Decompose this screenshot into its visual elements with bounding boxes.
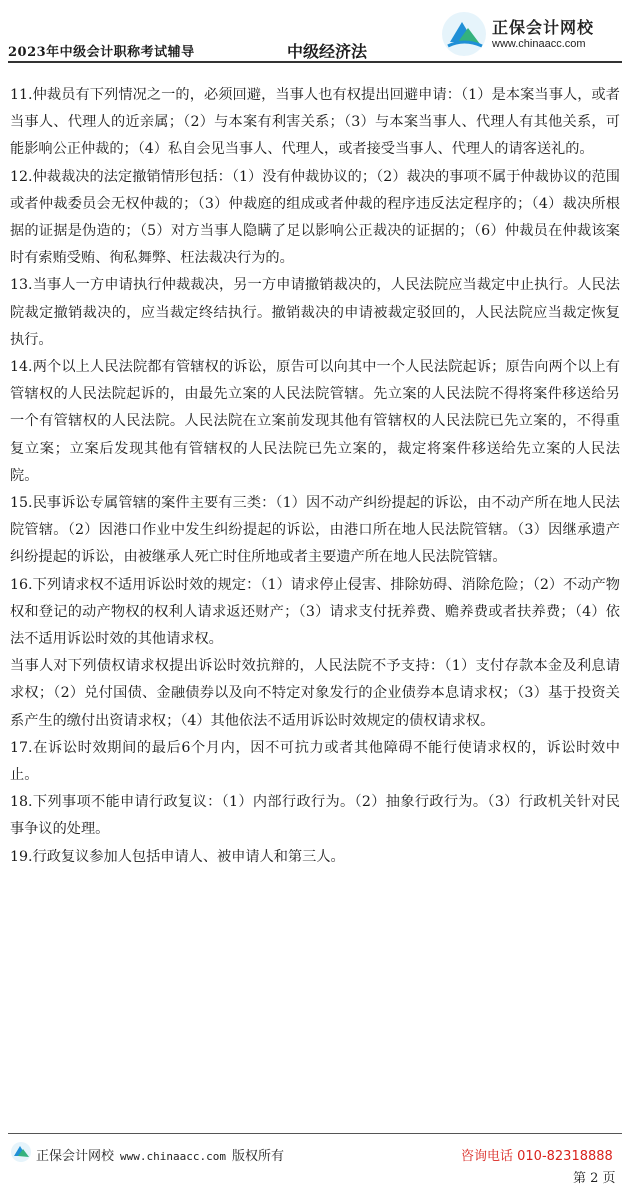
footer-phone: 咨询电话 010-82318888 [461,1149,613,1164]
page-header [0,0,630,68]
logo-brand-name: 正保会计网校 [492,18,595,37]
main-content [10,82,620,871]
chinaacc-logo-icon [10,1141,32,1163]
header-exam-title: 2023年中级会计职称考试辅导 [8,45,195,60]
paragraph-11: 11.仲裁员有下列情况之一的，必须回避，当事人也有权提出回避申请：（1）是本案当事人，或者当事人、代理人的近亲属；（2）与本案有利害关系；（3）与本案当事人、代理人有其他关系，可能影响公正仲裁的；（4）私自会见当事人、代理人，或者接受当事人、代理人的请客送礼的。 [10,87,620,158]
chinaacc-logo-icon [440,10,488,58]
footer-brand: 正保会计网校 [36,1149,115,1164]
logo-url: www.chinaacc.com [492,38,586,50]
paragraph-17: 17.在诉讼时效期间的最后6个月内，因不可抗力或者其他障碍不能行使请求权的，诉讼时效中止。 [10,739,620,784]
paragraph-13: 13.当事人一方申请执行仲裁裁决，另一方申请撤销裁决的，人民法院应当裁定中止执行。人民法院裁定撤销裁决的，应当裁定终结执行。撤销裁决的申请被裁定驳回的，人民法院应当裁定恢复执行。 [10,277,620,348]
footer-brand-line [36,1145,284,1164]
header-divider [8,61,622,63]
paragraph-16: 16.下列请求权不适用诉讼时效的规定：（1）请求停止侵害、排除妨碍、消除危险；（2）不动产物权和登记的动产物权的权利人请求返还财产；（3）请求支付抚养费、赡养费或者扶养费；（4）依法不适用诉讼时效的其他请求权。 [10,576,620,648]
brand-logo [440,10,625,58]
paragraph-12: 12.仲裁裁决的法定撤销情形包括：（1）没有仲裁协议的；（2）裁决的事项不属于仲裁协议的范围或者仲裁委员会无权仲裁的；（3）仲裁庭的组成或者仲裁的程序违反法定程序的；（4）裁决所根据的证据是伪造的；（5）对方当事人隐瞒了足以影响公正裁决的证据的；（6）仲裁员在仲裁该案时有索贿受贿、徇私舞弊、枉法裁决行为的。 [10,168,620,267]
paragraph-15: 15.民事诉讼专属管辖的案件主要有三类：（1）因不动产纠纷提起的诉讼，由不动产所在地人民法院管辖。（2）因港口作业中发生纠纷提起的诉讼，由港口所在地人民法院管辖。（3）因继承遗产纠纷提起的诉讼，由被继承人死亡时住所地或者主要遗产所在地人民法院管辖。 [10,495,620,566]
paragraph-18: 18.下列事项不能申请行政复议：（1）内部行政行为。（2）抽象行政行为。（3）行政机关针对民事争议的处理。 [10,794,620,838]
paragraph-16-supplement: 当事人对下列债权请求权提出诉讼时效抗辩的，人民法院不予支持：（1）支付存款本金及利息请求权；（2）兑付国债、金融债券以及向不特定对象发行的企业债券本息请求权；（3）基于投资关系产生的缴付出资请求权；（4）其他依法不适用诉讼时效规定的债权请求权。 [10,658,620,729]
footer-rights: 版权所有 [231,1149,284,1164]
footer-divider [8,1133,622,1134]
header-subject: 中级经济法 [287,42,368,61]
paragraph-14: 14.两个以上人民法院都有管辖权的诉讼，原告可以向其中一个人民法院起诉；原告向两个以上有管辖权的人民法院起诉的，由最先立案的人民法院管辖。先立案的人民法院不得将案件移送给另一个有管辖权的人民法院。人民法院在立案前发现其他有管辖权的人民法院已先立案的，不得重复立案；立案后发现其他有管辖权的人民法院已先立案的，裁定将案件移送给先立案的人民法院。 [10,359,620,484]
page-number: 第 2 页 [573,1171,616,1186]
footer-url: www.chinaacc.com [120,1150,226,1163]
paragraph-19: 19.行政复议参加人包括申请人、被申请人和第三人。 [10,848,345,865]
